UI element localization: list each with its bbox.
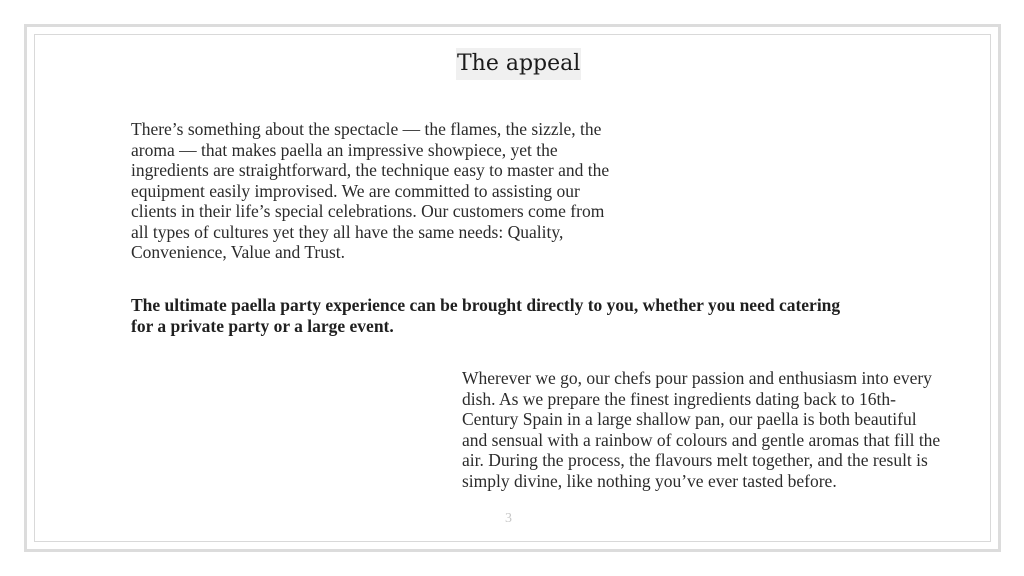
page-number: 3 (505, 511, 512, 526)
chefs-paragraph: Wherever we go, our chefs pour passion and enthusiasm into every dish. As we prepare the finest ingredients dating back to 16th-Century Spain in a large shallow pan, our paella is both beautiful and sensual with a rainbow of colours and gentle aromas that fill the air. During the process, the flavours melt together, and the result is simply divine, like nothing you’ve ever tasted before. (462, 368, 941, 491)
highlight-paragraph: The ultimate paella party experience can be brought directly to you, whether you need catering for a private party or a large event. (131, 295, 841, 336)
intro-paragraph: There’s something about the spectacle — the flames, the sizzle, the aroma — that makes paella an impressive showpiece, yet the ingredients are straightforward, the technique easy to master and the equipment easily improvised. We are committed to assisting our clients in their life’s special celebrations. Our customers come from all types of cultures yet they all have the same needs: Quality, Convenience, Value and Trust. (131, 119, 610, 262)
slide-title: The appeal (456, 48, 581, 80)
